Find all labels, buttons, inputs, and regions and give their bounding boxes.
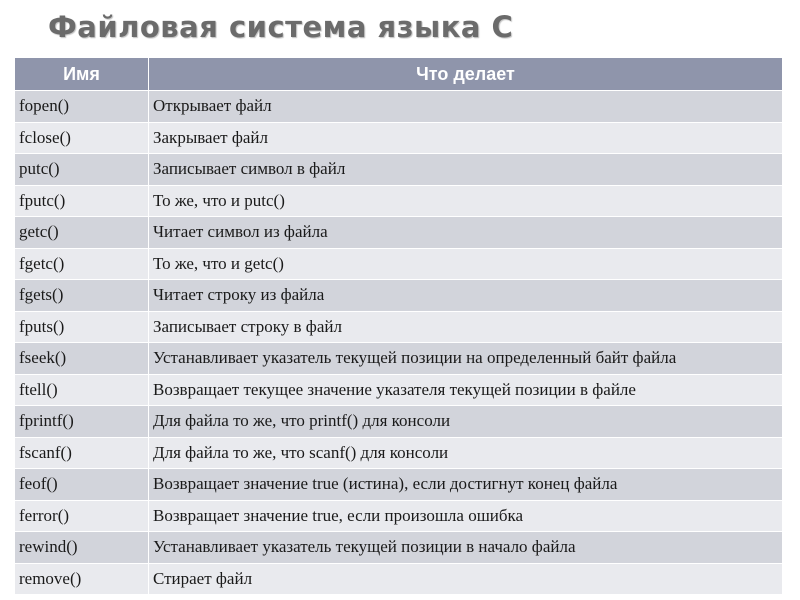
- function-name-cell: fprintf(): [15, 406, 149, 438]
- column-header-description: Что делает: [149, 58, 783, 91]
- table-body: [15, 91, 783, 595]
- table-row: [15, 185, 783, 217]
- table-row: [15, 122, 783, 154]
- function-name-cell: remove(): [15, 563, 149, 595]
- table-row: [15, 280, 783, 312]
- function-description-cell: Читает строку из файла: [149, 280, 783, 312]
- function-description-cell: Для файла то же, что printf() для консоли: [149, 406, 783, 438]
- function-name-cell: fopen(): [15, 91, 149, 123]
- function-name-cell: putc(): [15, 154, 149, 186]
- table-row: [15, 91, 783, 123]
- table-row: [15, 406, 783, 438]
- functions-table: [14, 57, 783, 595]
- function-description-cell: То же, что и getc(): [149, 248, 783, 280]
- function-description-cell: Устанавливает указатель текущей позиции на определенный байт файла: [149, 343, 783, 375]
- function-description-cell: Возвращает текущее значение указателя текущей позиции в файле: [149, 374, 783, 406]
- function-description-cell: Записывает символ в файл: [149, 154, 783, 186]
- function-name-cell: fclose(): [15, 122, 149, 154]
- function-description-cell: Закрывает файл: [149, 122, 783, 154]
- function-description-cell: Открывает файл: [149, 91, 783, 123]
- function-description-cell: Возвращает значение true, если произошла ошибка: [149, 500, 783, 532]
- table-row: [15, 469, 783, 501]
- function-name-cell: getc(): [15, 217, 149, 249]
- function-description-cell: Стирает файл: [149, 563, 783, 595]
- function-description-cell: То же, что и putc(): [149, 185, 783, 217]
- function-description-cell: Устанавливает указатель текущей позиции в начало файла: [149, 532, 783, 564]
- function-description-cell: Записывает строку в файл: [149, 311, 783, 343]
- column-header-name: Имя: [15, 58, 149, 91]
- table-row: [15, 248, 783, 280]
- table-header-row: [15, 58, 783, 91]
- table-row: [15, 500, 783, 532]
- function-description-cell: Читает символ из файла: [149, 217, 783, 249]
- table-row: [15, 217, 783, 249]
- table-row: [15, 343, 783, 375]
- table-row: [15, 437, 783, 469]
- function-name-cell: rewind(): [15, 532, 149, 564]
- table-row: [15, 154, 783, 186]
- function-description-cell: Возвращает значение true (истина), если достигнут конец файла: [149, 469, 783, 501]
- table-row: [15, 563, 783, 595]
- function-name-cell: fputc(): [15, 185, 149, 217]
- function-name-cell: fseek(): [15, 343, 149, 375]
- function-name-cell: fscanf(): [15, 437, 149, 469]
- function-name-cell: fputs(): [15, 311, 149, 343]
- function-name-cell: ftell(): [15, 374, 149, 406]
- function-name-cell: fgets(): [15, 280, 149, 312]
- functions-table-container: [14, 57, 782, 595]
- table-header: [15, 58, 783, 91]
- function-description-cell: Для файла то же, что scanf() для консоли: [149, 437, 783, 469]
- function-name-cell: fgetc(): [15, 248, 149, 280]
- function-name-cell: ferror(): [15, 500, 149, 532]
- table-row: [15, 311, 783, 343]
- table-row: [15, 374, 783, 406]
- function-name-cell: feof(): [15, 469, 149, 501]
- table-row: [15, 532, 783, 564]
- page-title: Файловая система языка С: [48, 10, 514, 44]
